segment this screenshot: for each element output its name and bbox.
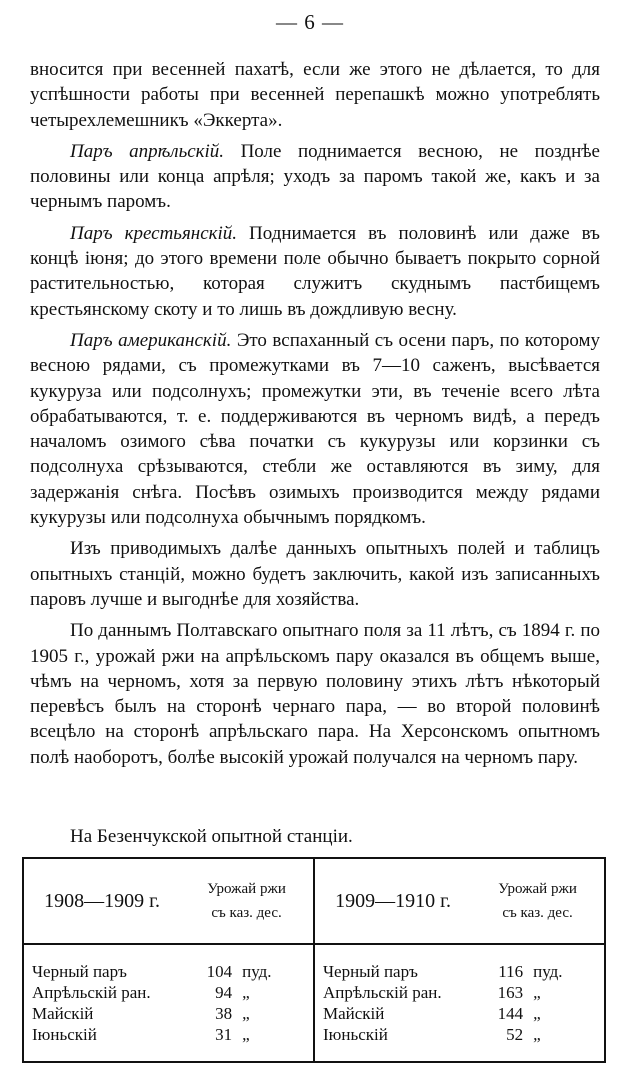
yield-value: 31 [215, 1025, 233, 1044]
fallow-name: Іюньскій [32, 1025, 97, 1044]
yield-value-row [483, 1003, 603, 1024]
yield-values-left [180, 944, 314, 1062]
yield-value-row [483, 1024, 603, 1045]
yield-unit: пуд. [533, 962, 563, 981]
yield-value: 52 [506, 1025, 524, 1044]
paragraph-text: По даннымъ Полтавскаго опытнаго поля за 11 лѣтъ, съ 1894 г. по 1905 г., урожай ржи на апрѣльскомъ пару оказался въ общемъ выше, чѣмъ на черномъ, хотя за первую половину этихъ лѣтъ нѣкоторый перевѣсъ былъ на сторонѣ чернаго пара, — во второй половинѣ всецѣло на сторонѣ апрѣльскаго пара. На Херсонскомъ опытномъ полѣ наоборотъ, болѣе высокій урожай получался на черномъ пару. [30, 620, 600, 768]
table-caption: На Безенчукской опытной станціи. [70, 826, 353, 847]
paragraph-title: Паръ крестьянскій. [70, 222, 238, 244]
yield-value-row [483, 982, 603, 1003]
yield-header-right [471, 858, 605, 944]
yield-header-line1: Урожай ржи [498, 881, 577, 897]
paragraph-american-fallow [30, 328, 600, 530]
fallow-name: Черный паръ [32, 962, 127, 981]
fallow-name: Майскій [322, 1004, 385, 1023]
yield-value: 163 [497, 983, 524, 1002]
yield-value-row [192, 961, 312, 982]
yield-header-line2: съ каз. дес. [502, 905, 573, 921]
yield-value: 104 [206, 962, 233, 981]
yield-header-line2: съ каз. дес. [211, 905, 282, 921]
yield-values-right [471, 944, 605, 1062]
yield-unit: „ [533, 1025, 541, 1044]
yield-value: 38 [215, 1004, 233, 1023]
yield-table [22, 857, 606, 1063]
yield-value-row [192, 1003, 312, 1024]
fallow-names-left [23, 944, 180, 1062]
paragraph-peasant-fallow [30, 221, 600, 322]
paragraph-text: Поднимается въ половинѣ или даже въ концѣ іюня; до этого времени поле обычно бываетъ покрыто сорной растительностью, которая служитъ скуднымъ пастбищемъ крестьянскому скоту и то лишь въ дождливую весну. [30, 222, 600, 320]
fallow-name: Майскій [32, 1004, 94, 1023]
body-text [30, 57, 600, 776]
yield-unit: „ [533, 1004, 541, 1023]
fallow-name: Черный паръ [322, 962, 418, 981]
yield-unit: „ [242, 1025, 250, 1044]
table-header-row [23, 858, 605, 944]
fallow-name: Іюньскій [322, 1025, 388, 1044]
paragraph-continuation [30, 57, 600, 133]
fallow-name: Апрѣльскій ран. [322, 983, 442, 1002]
yield-value: 116 [498, 962, 524, 981]
paragraph-text: Поле поднимается весною, не позднѣе половины или конца апрѣля; уходъ за паромъ такой же, какъ и за чернымъ паромъ. [30, 140, 600, 213]
paragraph-text: Это вспаханный съ осени паръ, по которому весною рядами, съ промежутками въ 7—10 саженъ, высѣвается кукуруза или подсолнухъ; промежутки эти, въ теченіе всего лѣта обрабатываются, т. е. поддерживаются въ черномъ видѣ, а передъ началомъ озимого сѣва початки съ кукурузы или корзинки съ подсолнуха срѣзываются, стебли же оставляются въ зиму, для задержанія снѣга. Посѣвъ озимыхъ производится между рядами кукурузы или подсолнуха обычнымъ порядкомъ. [30, 329, 600, 529]
paragraph-title: Паръ апрѣльскій. [70, 140, 225, 162]
table-body-row [23, 944, 605, 1062]
year-header-left: 1908—1909 г. [23, 858, 180, 944]
yield-unit: „ [242, 983, 250, 1002]
paragraph-text: вносится при весенней пахатѣ, если же этого не дѣлается, то для успѣшности работы при весенней перепашкѣ можно употреблять четырехлемешникъ «Эккерта». [30, 59, 600, 131]
yield-header-left [180, 858, 314, 944]
yield-unit: „ [242, 1004, 250, 1023]
paragraph-text: Изъ приводимыхъ далѣе данныхъ опытныхъ полей и таблицъ опытныхъ станцій, можно будетъ заключить, какой изъ записанныхъ паровъ лучше и выгоднѣе для хозяйства. [30, 538, 600, 610]
yield-unit: „ [533, 983, 541, 1002]
yield-unit: пуд. [242, 962, 272, 981]
paragraph-title: Паръ американскій. [70, 329, 232, 351]
fallow-names-right [314, 944, 471, 1062]
yield-header-line1: Урожай ржи [207, 881, 286, 897]
yield-value-row [192, 1024, 312, 1045]
yield-value: 94 [215, 983, 233, 1002]
paragraph-april-fallow [30, 139, 600, 215]
yield-value: 144 [497, 1004, 524, 1023]
paragraph-poltava-data [30, 618, 600, 770]
fallow-name: Апрѣльскій ран. [32, 983, 151, 1002]
yield-value-row [483, 961, 603, 982]
yield-value-row [192, 982, 312, 1003]
year-header-right: 1909—1910 г. [314, 858, 471, 944]
paragraph-conclusion [30, 536, 600, 612]
page-number: — 6 — [276, 10, 344, 34]
